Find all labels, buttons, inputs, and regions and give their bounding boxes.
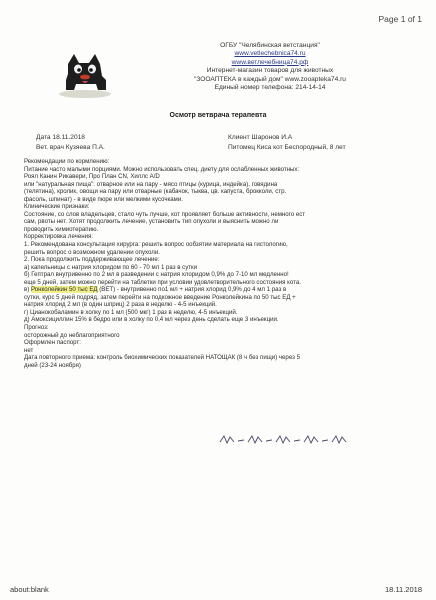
body-line: нет <box>24 346 34 354</box>
clinic-name: ОГБУ "Челябинская ветстанция" <box>220 42 320 49</box>
handwritten-dates-scribble <box>218 434 368 446</box>
page-number: Page 1 of 1 <box>378 14 422 24</box>
body-line: или "натуральная пища": отварное или на пару - мясо птицы (курица, индейка), говядина <box>24 180 278 188</box>
clinic-phone: Единый номер телефона: 214-14-14 <box>214 84 326 92</box>
body-line: еще 5 дней, затем можно перейти на таблетки при условии удовлетворительного состояния кота. <box>24 278 301 286</box>
body-line: 2. Пока продолжить поддерживающее лечение: <box>24 256 160 264</box>
body-line: решить вопрос о возможном удалении опухоли. <box>24 248 160 256</box>
body-line: натрия хлорид 2 мл (в один шприц) 2 раза в неделю - 4-5 инъекций. <box>24 301 217 309</box>
highlighted-drug: Ронколейкин 50 тыс ЕД <box>30 286 98 294</box>
footer-url: about:blank <box>10 585 49 594</box>
clinic-site-link[interactable]: www.vetlechebnica74.ru <box>234 50 306 58</box>
body-line: б) Гептрал внутривенно по 2 мл в разведении с натрия хлоридом 0,9% до 7-10 мл медленно! <box>24 271 289 279</box>
body-line: 1. Рекомендована консультация хирурга: решить вопрос ообзятии материала на гистологию, <box>24 241 288 249</box>
body-line: Корректировка лечения: <box>24 233 94 241</box>
body-line: г) Цианокобаламин в холку по 1 мл (500 мкг) 1 раз в неделю, 4-5 инъекций. <box>24 308 238 316</box>
clinic-shop: Интернет-магазин товаров для животных <box>206 67 334 75</box>
body-line: Клинические признаки: <box>24 203 90 211</box>
body-line: Роял Канин Рикавери, Про План CN, Хиллс A/D <box>24 173 160 181</box>
footer-date: 18.11.2018 <box>385 585 422 594</box>
clinic-shop-name: "ЗООАПТЕКА в каждый дом" www.zooapteka74.ru <box>194 75 346 83</box>
body-line: Прогноз: <box>24 324 49 332</box>
clinic-logo-dog-icon <box>54 50 116 100</box>
clinic-header <box>140 42 400 92</box>
body-line: Рекомендации по кормлению: <box>24 158 110 165</box>
line-suffix: (ВЕТ) - внутривенно по1 мл + натрия хлорид 0,9% до 4 мл 1 раз в <box>97 286 287 294</box>
line-prefix: в) <box>24 286 31 294</box>
body-line: Дата повторного приема: контроль биохимических показателей НАТОЩАК (8 ч без пищи) через 5 <box>24 354 300 362</box>
client-name: Клиент Шаронов И.А <box>228 134 293 141</box>
doctor-name: Вет. врач Кузяева П.А. <box>36 144 105 151</box>
body-line: дней (23-24 ноября) <box>24 361 81 369</box>
document-title: Осмотр ветврача терапевта <box>169 112 267 119</box>
body-line: проводить химиотерапию. <box>24 225 99 233</box>
body-line: фасоль, шпинат) - в виде пюре или мелкими кусочками. <box>24 195 183 203</box>
body-line: сутки, курс 5 дней подряд, затем перейти на подкожное введение Ронколейкина по 50 тыс ЕД + <box>24 293 296 301</box>
exam-body-text <box>24 158 420 369</box>
body-line: д) Амоксициллин 15% в бедро или в холку по 0,4 мл через день сделать еще 3 инъекции. <box>24 316 279 324</box>
body-line: Оформлен паспорт: <box>24 339 81 347</box>
body-line: осторожный до неблагоприятного <box>24 331 120 339</box>
body-line: сам, рвоты нет. Хотят продолжить лечение, установить тип опухоли и выяснить можно ли <box>24 218 279 226</box>
body-line: а) капельницы с натрия хлоридом по 60 - 70 мл 1 раз в сутки <box>24 263 198 271</box>
body-line: (телятина), кролик, овощи на пару или отварные (кабачок, тыква, цв. капуста, брокколи, стр. <box>24 188 287 196</box>
exam-date: Дата 18.11.2018 <box>36 134 85 141</box>
pet-info: Питомец Киса кот Беспородный, 8 лет <box>228 144 346 151</box>
body-line: Состояние, со слов владельцев, стало чуть лучше, кот проявляет больше активности, немного ест <box>24 210 306 218</box>
body-line: Питание часто малыми порциями. Можно использовать спец. диету для ослабленных животных: <box>24 165 300 173</box>
clinic-site-rf-link[interactable]: www.ветлечебница74.рф <box>231 58 309 66</box>
body-line <box>24 286 420 294</box>
